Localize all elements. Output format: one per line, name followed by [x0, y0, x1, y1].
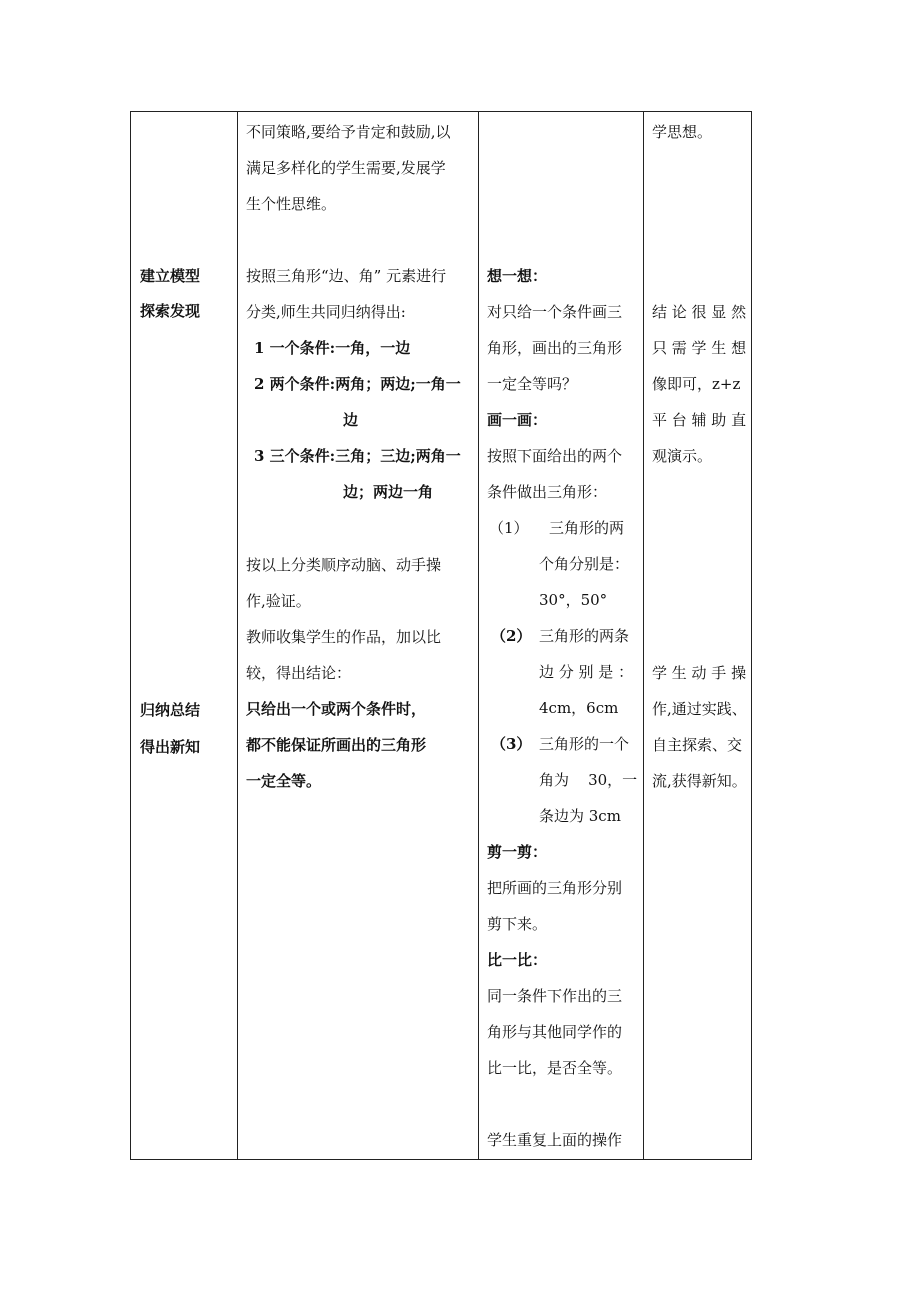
- teacher-text: 按照三角形“边、角” 元素进行: [246, 267, 447, 285]
- classification-item: 1 一个条件:一角，一边: [254, 339, 411, 357]
- conclusion-text: 一定全等。: [246, 772, 322, 790]
- item-number: （1）: [489, 519, 529, 537]
- item-text: 角为 30，一: [539, 771, 638, 789]
- teacher-text: 较，得出结论：: [246, 664, 352, 682]
- classification-item: 2 两个条件:两角；两边;一角一: [254, 375, 461, 393]
- intent-text: 学 生 动 手 操: [652, 664, 747, 682]
- intent-text: 学思想。: [652, 123, 713, 141]
- student-text: 比一比，是否全等。: [487, 1059, 623, 1077]
- intent-text: 结 论 很 显 然: [652, 303, 747, 321]
- activity-title: 剪一剪：: [487, 843, 548, 861]
- student-text: 一定全等吗？: [487, 375, 578, 393]
- teacher-text: 按以上分类顺序动脑、动手操: [246, 556, 442, 574]
- intent-text: 只 需 学 生 想: [652, 339, 747, 357]
- student-text: 对只给一个条件画三: [487, 303, 623, 321]
- teacher-text: 作,验证。: [246, 592, 311, 610]
- item-number: （3）: [491, 735, 532, 753]
- classification-item: 边: [343, 411, 359, 429]
- teacher-text: 教师收集学生的作品，加以比: [246, 628, 442, 646]
- column-divider: [237, 112, 238, 1159]
- item-text: 三角形的一个: [539, 735, 630, 753]
- column-divider: [643, 112, 644, 1159]
- item-text: 个角分别是：: [539, 555, 630, 573]
- item-number: （2）: [491, 627, 532, 645]
- activity-title: 比一比：: [487, 951, 548, 969]
- teacher-text: 分类,师生共同归纳得出:: [246, 303, 406, 321]
- item-text: 条边为 3cm: [539, 807, 621, 825]
- intent-text: 作,通过实践、: [652, 700, 747, 718]
- stage-label: 归纳总结: [140, 701, 201, 719]
- activity-title: 画一画：: [487, 411, 548, 429]
- stage-label: 探索发现: [140, 302, 201, 320]
- teacher-text: 满足多样化的学生需要,发展学: [246, 159, 446, 177]
- stage-label: 得出新知: [140, 738, 201, 756]
- item-text: 30°，50°: [539, 591, 608, 609]
- stage-label: 建立模型: [140, 267, 201, 285]
- activity-title: 想一想：: [487, 267, 548, 285]
- intent-text: 流,获得新知。: [652, 772, 747, 790]
- classification-item: 边；两边一角: [343, 483, 434, 501]
- student-text: 同一条件下作出的三: [487, 987, 623, 1005]
- conclusion-text: 只给出一个或两个条件时，: [246, 700, 427, 718]
- intent-text: 观演示。: [652, 447, 713, 465]
- student-text: 学生重复上面的操作: [487, 1131, 623, 1149]
- item-text: 边 分 别 是 ：: [539, 663, 634, 681]
- conclusion-text: 都不能保证所画出的三角形: [246, 736, 427, 754]
- student-text: 把所画的三角形分别: [487, 879, 623, 897]
- student-text: 剪下来。: [487, 915, 548, 933]
- student-text: 条件做出三角形：: [487, 483, 608, 501]
- item-text: 三角形的两: [549, 519, 625, 537]
- teacher-text: 生个性思维。: [246, 195, 337, 213]
- column-divider: [478, 112, 479, 1159]
- student-text: 角形与其他同学作的: [487, 1023, 623, 1041]
- classification-item: 3 三个条件:三角；三边;两角一: [254, 447, 461, 465]
- item-text: 三角形的两条: [539, 627, 630, 645]
- intent-text: 平 台 辅 助 直: [652, 411, 747, 429]
- teacher-text: 不同策略,要给予肯定和鼓励,以: [246, 123, 451, 141]
- item-text: 4cm，6cm: [539, 699, 619, 717]
- intent-text: 像即可，z+z: [652, 375, 741, 393]
- intent-text: 自主探索、交: [652, 736, 743, 754]
- student-text: 角形，画出的三角形: [487, 339, 623, 357]
- student-text: 按照下面给出的两个: [487, 447, 623, 465]
